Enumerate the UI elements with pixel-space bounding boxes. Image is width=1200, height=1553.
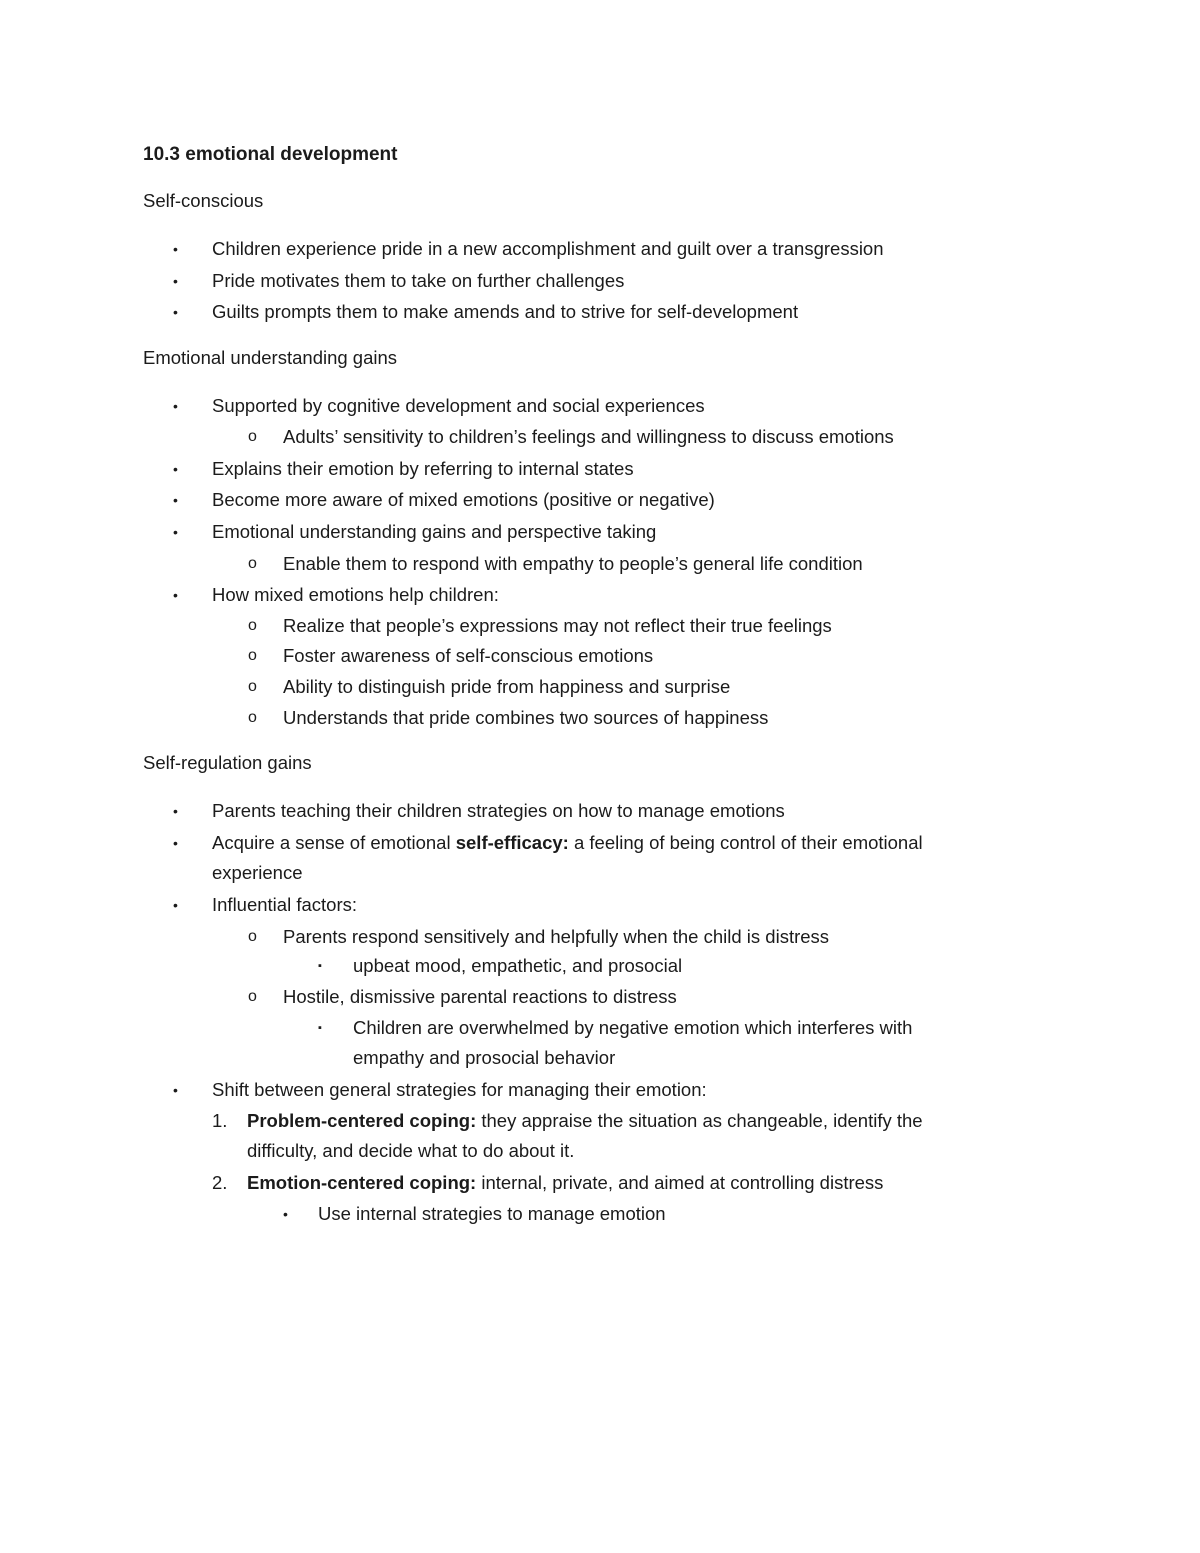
- numbered-item: [247, 1168, 883, 1198]
- section-heading-self-regulation: Self-regulation gains: [143, 752, 312, 773]
- list-item: How mixed emotions help children:: [212, 584, 499, 605]
- list-item: Shift between general strategies for managing their emotion:: [212, 1079, 707, 1100]
- list-item: Supported by cognitive development and social experiences: [212, 395, 705, 416]
- circle-marker: o: [248, 617, 257, 634]
- circle-marker: o: [248, 428, 257, 445]
- sub-list-item: Adults’ sensitivity to children’s feelings and willingness to discuss emotions: [283, 426, 894, 447]
- sub-sub-list-item: Children are overwhelmed by negative emotion which interferes with: [353, 1017, 913, 1038]
- square-marker: ▪: [318, 1022, 322, 1034]
- list-item: Explains their emotion by referring to internal states: [212, 458, 634, 479]
- bullet-marker: •: [173, 835, 178, 851]
- sub-list-item: Use internal strategies to manage emotion: [318, 1203, 666, 1224]
- sub-sub-list-item-continuation: empathy and prosocial behavior: [353, 1047, 616, 1068]
- bold-term: Emotion-centered coping:: [247, 1172, 477, 1193]
- list-item: [212, 828, 923, 858]
- list-item: Pride motivates them to take on further challenges: [212, 270, 625, 291]
- bullet-marker: •: [173, 273, 178, 289]
- page-title: 10.3 emotional development: [143, 144, 398, 165]
- circle-marker: o: [248, 678, 257, 695]
- list-item: Parents teaching their children strategies on how to manage emotions: [212, 800, 785, 821]
- bullet-marker: •: [173, 1082, 178, 1098]
- text-run: Acquire a sense of emotional: [212, 832, 456, 853]
- text-run: internal, private, and aimed at controlling distress: [476, 1172, 884, 1193]
- bullet-marker: •: [173, 524, 178, 540]
- number-marker: 2.: [212, 1172, 228, 1193]
- bold-term: self-efficacy:: [455, 832, 569, 853]
- numbered-item: [247, 1106, 923, 1136]
- bold-term: Problem-centered coping:: [247, 1110, 477, 1131]
- bullet-marker: •: [173, 304, 178, 320]
- bullet-marker: •: [173, 587, 178, 603]
- bullet-marker: •: [173, 803, 178, 819]
- square-marker: ▪: [318, 960, 322, 972]
- sub-list-item: Enable them to respond with empathy to people’s general life condition: [283, 553, 863, 574]
- sub-sub-list-item: upbeat mood, empathetic, and prosocial: [353, 955, 683, 976]
- bullet-marker: •: [173, 241, 178, 257]
- circle-marker: o: [248, 988, 257, 1005]
- bullet-marker: •: [173, 398, 178, 414]
- circle-marker: o: [248, 647, 257, 664]
- number-marker: 1.: [212, 1110, 228, 1131]
- sub-list-item: Hostile, dismissive parental reactions to distress: [283, 986, 677, 1007]
- list-item: Guilts prompts them to make amends and to strive for self-development: [212, 301, 799, 322]
- bullet-marker: •: [173, 492, 178, 508]
- circle-marker: o: [248, 709, 257, 726]
- sub-list-item: Parents respond sensitively and helpfully when the child is distress: [283, 926, 830, 947]
- sub-list-item: Foster awareness of self-conscious emotions: [283, 645, 654, 666]
- bullet-marker: •: [283, 1206, 288, 1222]
- list-item: Become more aware of mixed emotions (positive or negative): [212, 489, 715, 510]
- bullet-marker: •: [173, 897, 178, 913]
- sub-list-item: Realize that people’s expressions may not reflect their true feelings: [283, 615, 832, 636]
- numbered-item-continuation: difficulty, and decide what to do about it.: [247, 1140, 575, 1161]
- circle-marker: o: [248, 555, 257, 572]
- circle-marker: o: [248, 928, 257, 945]
- list-item: Children experience pride in a new accomplishment and guilt over a transgression: [212, 238, 884, 259]
- section-heading-self-conscious: Self-conscious: [143, 190, 264, 211]
- sub-list-item: Ability to distinguish pride from happiness and surprise: [283, 676, 731, 697]
- bullet-marker: •: [173, 461, 178, 477]
- sub-list-item: Understands that pride combines two sources of happiness: [283, 707, 769, 728]
- list-item: Emotional understanding gains and perspective taking: [212, 521, 657, 542]
- text-run: a feeling of being control of their emotional: [568, 832, 923, 853]
- text-run: they appraise the situation as changeable, identify the: [476, 1110, 923, 1131]
- list-item-continuation: experience: [212, 862, 303, 883]
- list-item: Influential factors:: [212, 894, 357, 915]
- section-heading-emotional-understanding: Emotional understanding gains: [143, 347, 398, 368]
